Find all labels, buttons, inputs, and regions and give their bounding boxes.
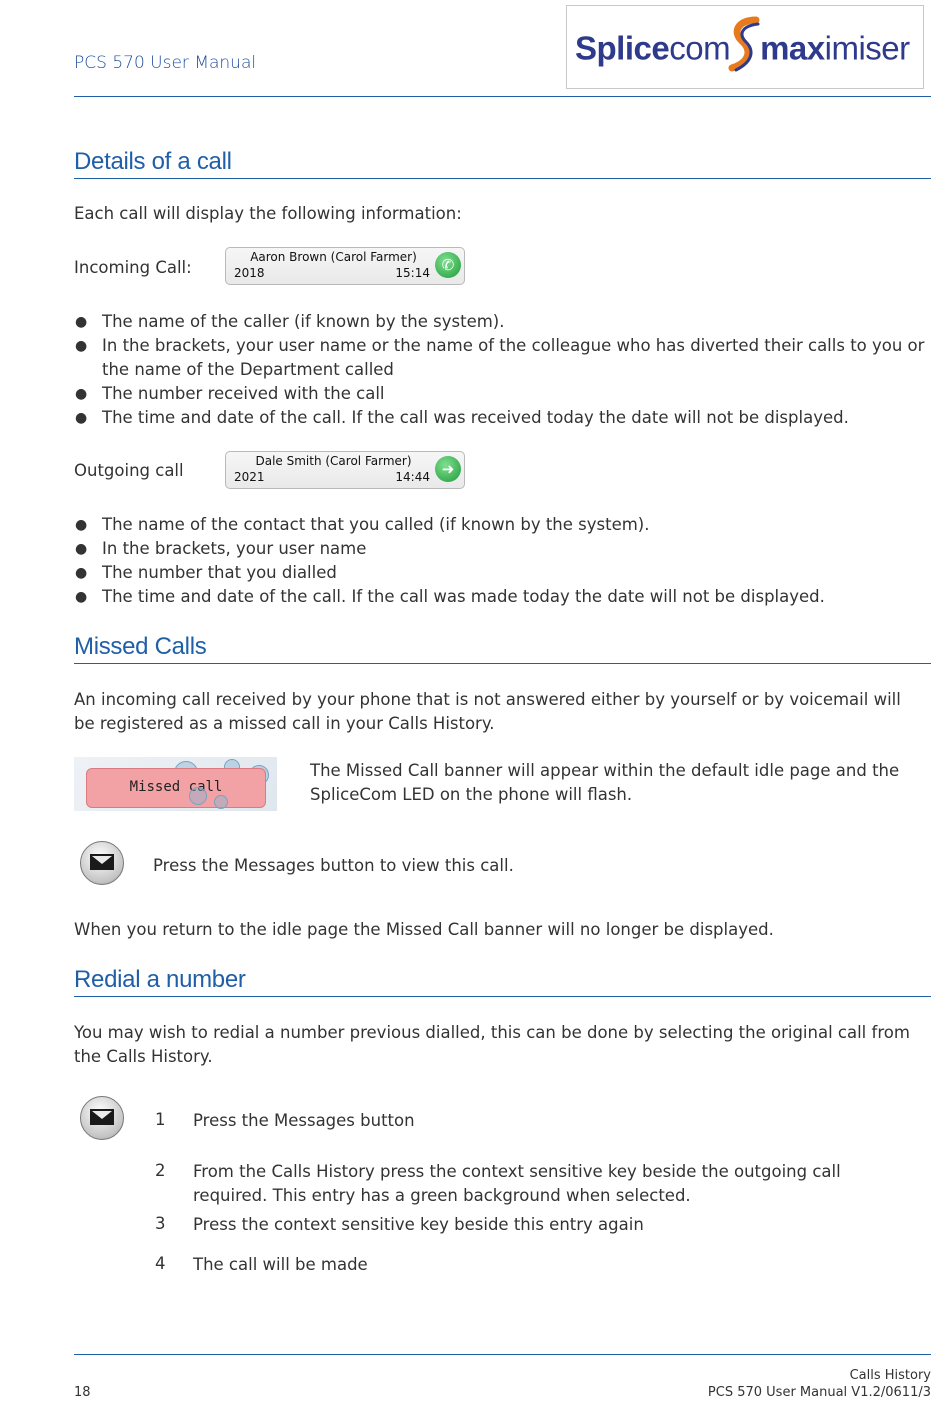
incoming-call-screen — [225, 247, 465, 285]
logo-wordmark: Splicecom maximiser — [575, 28, 910, 74]
missed-banner-description: The Missed Call banner will appear within the default idle page and the SpliceCom LED on the phone will flash. — [310, 761, 900, 804]
contact-name: Dale Smith (Carol Farmer) — [255, 454, 412, 468]
envelope-icon — [90, 1109, 114, 1125]
outgoing-call-label: Outgoing call — [74, 461, 184, 480]
press-messages-text: Press the Messages button to view this call. — [153, 856, 514, 875]
section-rule — [74, 663, 931, 664]
details-intro: Each call will display the following information: — [74, 204, 462, 223]
messages-button-icon — [80, 1096, 124, 1140]
step-number: 2 — [155, 1161, 166, 1180]
section-heading-missed: Missed Calls — [74, 633, 207, 660]
missed-call-banner — [86, 768, 266, 808]
section-heading-details: Details of a call — [74, 148, 232, 175]
footer-rule — [74, 1354, 931, 1355]
page-number: 18 — [74, 1385, 91, 1400]
envelope-icon — [90, 854, 114, 870]
step-number: 4 — [155, 1254, 166, 1273]
header-rule — [74, 96, 931, 97]
step-number: 1 — [155, 1110, 166, 1129]
step-number: 3 — [155, 1214, 166, 1233]
section-rule — [74, 996, 931, 997]
splicecom-maximiser-logo — [566, 5, 924, 89]
outgoing-call-screen — [225, 451, 465, 489]
missed-return-text: When you return to the idle page the Missed Call banner will no longer be displayed. — [74, 920, 774, 939]
outgoing-call-icon: ➜ — [435, 456, 461, 482]
step-text: Press the context sensitive key beside this entry again — [193, 1215, 644, 1234]
missed-intro: An incoming call received by your phone that is not answered either by yourself or by voicemail will be registered as a missed call in your Calls History. — [74, 690, 901, 733]
header-title: PCS 570 User Manual — [74, 53, 257, 73]
step-text: The call will be made — [193, 1255, 368, 1274]
call-time: 14:44 — [395, 470, 430, 484]
footer-section: Calls History — [849, 1368, 931, 1383]
bubble — [189, 787, 207, 805]
section-rule — [74, 178, 931, 179]
incoming-call-label: Incoming Call: — [74, 258, 192, 277]
incoming-call-icon: ✆ — [435, 252, 461, 278]
bubble — [214, 795, 228, 809]
missed-call-banner-image — [74, 757, 277, 811]
caller-name: Aaron Brown (Carol Farmer) — [250, 250, 417, 264]
call-number: 2018 — [234, 266, 265, 280]
call-time: 15:14 — [395, 266, 430, 280]
footer-doc-version: PCS 570 User Manual V1.2/0611/3 — [707, 1385, 931, 1400]
logo-s-swoosh-icon — [728, 14, 762, 74]
messages-button-icon — [80, 841, 124, 885]
redial-intro: You may wish to redial a number previous dialled, this can be done by selecting the original call from the Calls History. — [74, 1023, 910, 1066]
missed-call-label: Missed call — [129, 779, 223, 795]
step-text: Press the Messages button — [193, 1111, 415, 1130]
step-text: From the Calls History press the context sensitive key beside the outgoing call required. This entry has a green background when selected. — [193, 1162, 841, 1205]
section-heading-redial: Redial a number — [74, 966, 246, 993]
call-number: 2021 — [234, 470, 265, 484]
